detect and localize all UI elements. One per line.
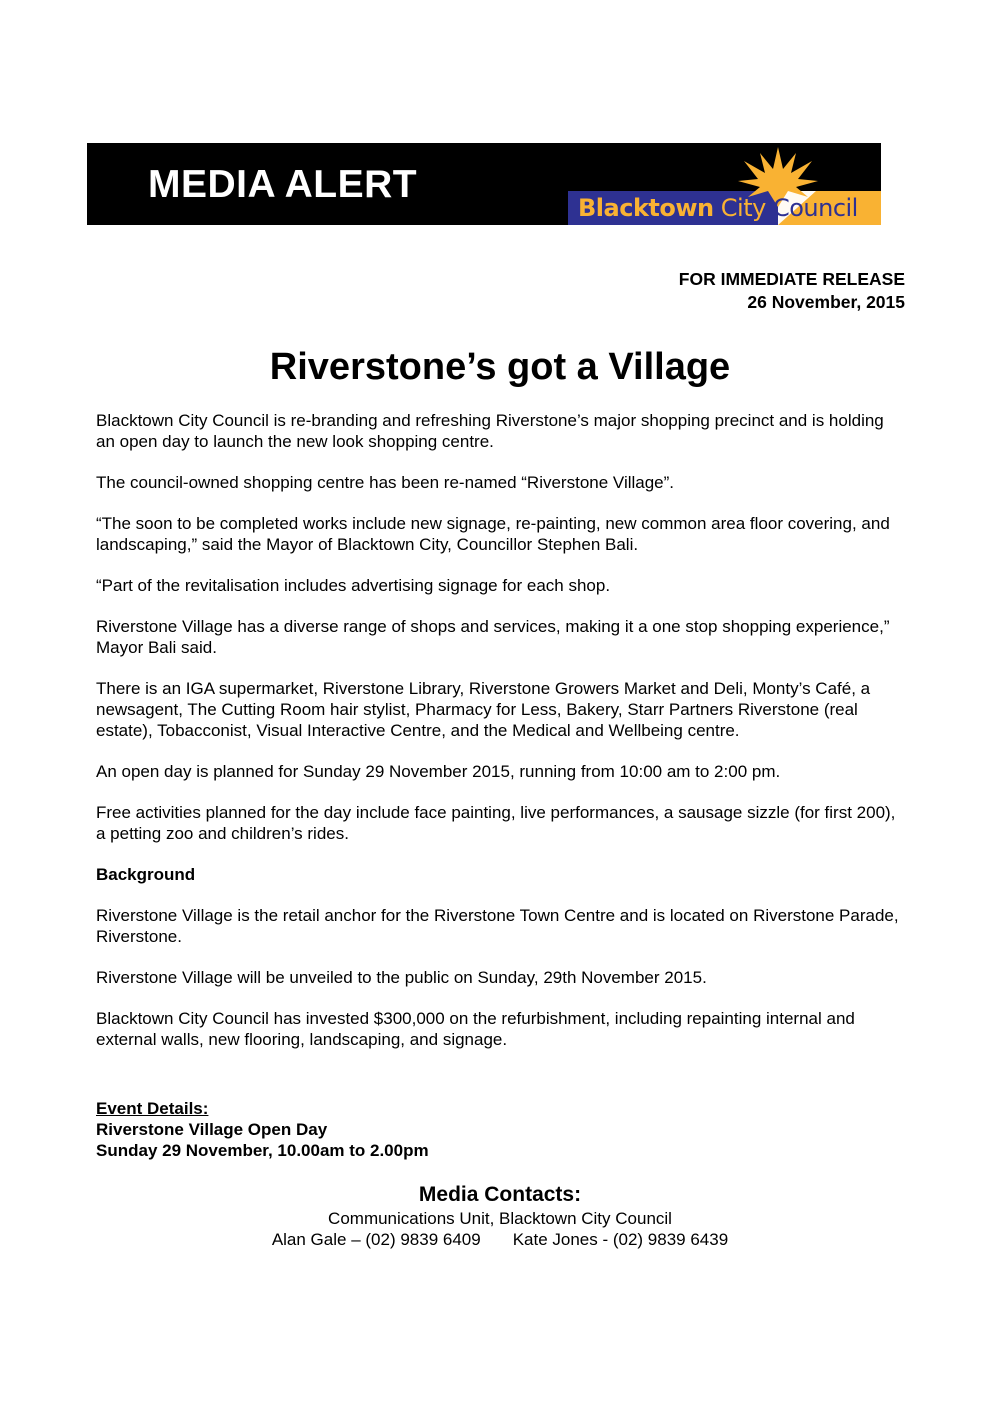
media-alert-banner <box>87 143 881 225</box>
blacktown-council-logo <box>568 143 881 225</box>
article-body <box>96 410 906 1070</box>
logo-word-council: Council <box>772 194 858 222</box>
contacts-unit: Communications Unit, Blacktown City Council <box>328 1209 672 1228</box>
paragraph: Riverstone Village will be unveiled to the public on Sunday, 29th November 2015. <box>96 968 707 987</box>
paragraph: The council-owned shopping centre has been re-named “Riverstone Village”. <box>96 473 675 492</box>
logo-word-blacktown: Blacktown <box>578 194 714 222</box>
background-heading: Background <box>96 865 196 884</box>
paragraph: Free activities planned for the day include face painting, live performances, a sausage sizzle (for first 200), a petting zoo and children’s rides. <box>96 803 896 843</box>
logo-wordmark <box>578 192 858 224</box>
paragraph: “The soon to be completed works include new signage, re-painting, new common area floor covering, and landscaping,” said the Mayor of Blacktown City, Councillor Stephen Bali. <box>96 514 890 554</box>
contacts-people <box>0 1229 1000 1250</box>
media-contacts <box>0 1182 1000 1250</box>
paragraph: Blacktown City Council is re-branding and refreshing Riverstone’s major shopping precinct and is holding an open day to launch the new look shopping centre. <box>96 411 884 451</box>
contacts-heading: Media Contacts: <box>418 1183 582 1206</box>
release-label: FOR IMMEDIATE RELEASE <box>678 269 905 289</box>
release-info <box>679 268 905 314</box>
paragraph: There is an IGA supermarket, Riverstone Library, Riverstone Growers Market and Deli, Monty’s Café, a newsagent, The Cutting Room hair stylist, Pharmacy for Less, Bakery, Starr Partners Riverstone (real estate), Tobacconist, Visual Interactive Centre, and the Medical and Wellbeing centre. <box>96 679 871 740</box>
event-details <box>96 1098 429 1161</box>
paragraph: Blacktown City Council has invested $300,000 on the refurbishment, including repainting internal and external walls, new flooring, landscaping, and signage. <box>96 1009 855 1049</box>
paragraph: Riverstone Village has a diverse range of shops and services, making it a one stop shopping experience,” Mayor Bali said. <box>96 617 890 657</box>
event-heading: Event Details: <box>96 1099 209 1118</box>
headline: Riverstone’s got a Village <box>269 346 731 388</box>
paragraph: “Part of the revitalisation includes advertising signage for each shop. <box>96 576 611 595</box>
paragraph: An open day is planned for Sunday 29 November 2015, running from 10:00 am to 2:00 pm. <box>96 762 781 781</box>
event-name: Riverstone Village Open Day <box>96 1120 328 1139</box>
release-date: 26 November, 2015 <box>747 292 905 312</box>
event-when: Sunday 29 November, 10.00am to 2.00pm <box>96 1141 429 1160</box>
contact-kate-jones: Kate Jones - (02) 9839 6439 <box>512 1230 729 1249</box>
contact-alan-gale: Alan Gale – (02) 9839 6409 <box>271 1230 481 1249</box>
logo-word-city: City <box>720 194 766 222</box>
banner-title: MEDIA ALERT <box>148 163 418 206</box>
paragraph: Riverstone Village is the retail anchor for the Riverstone Town Centre and is located on Riverstone Parade, Riverstone. <box>96 906 899 946</box>
